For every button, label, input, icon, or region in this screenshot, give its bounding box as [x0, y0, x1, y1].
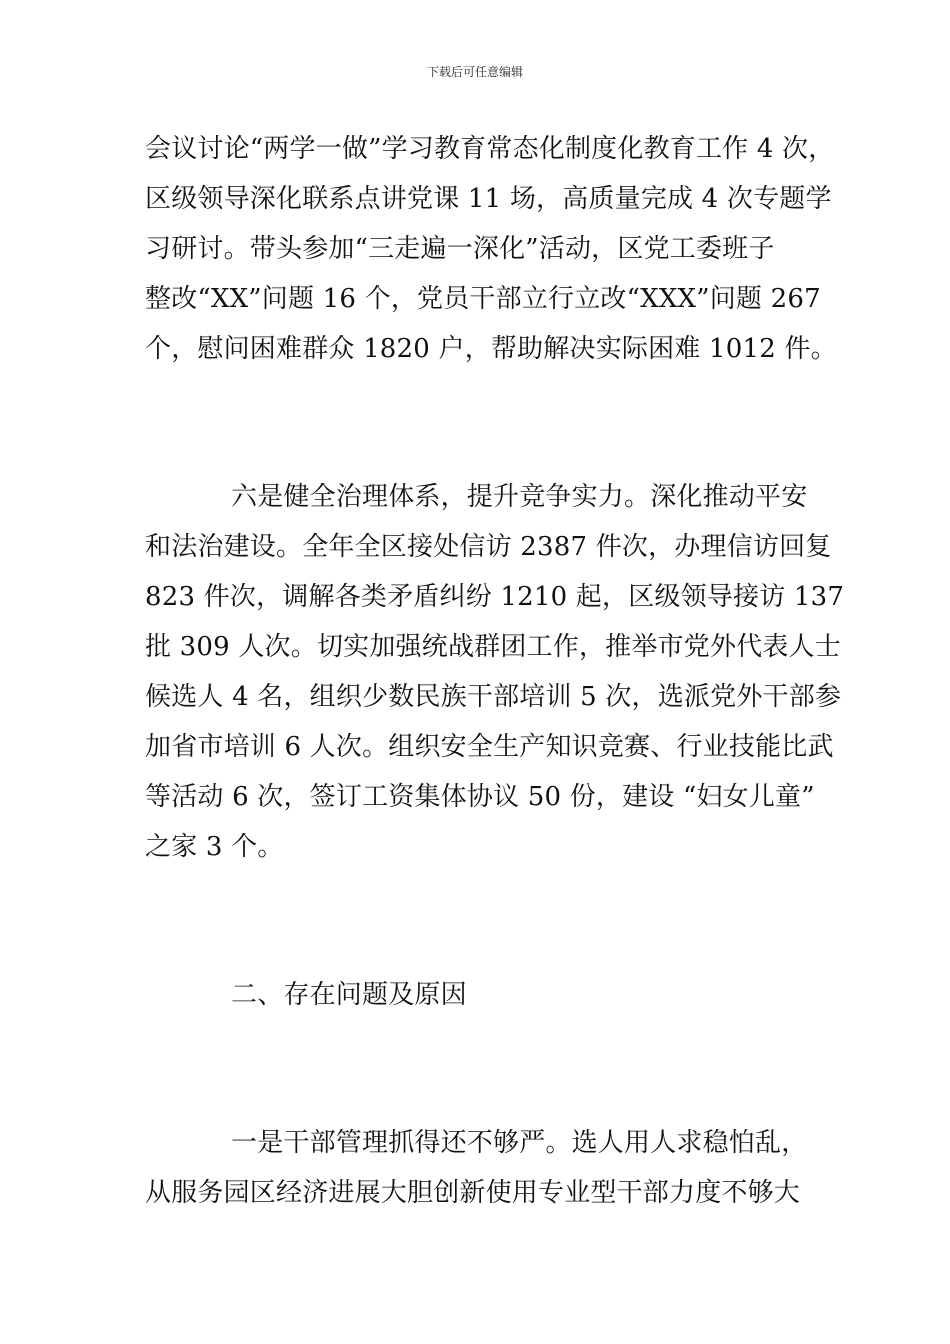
text-line: 等活动 6 次，签订工资集体协议 50 份，建设 “妇女儿童” [145, 782, 815, 812]
text-line: 六是健全治理体系，提升竞争实力。深化推动平安 [231, 482, 808, 512]
text-line: 整改“XX”问题 16 个，党员干部立行立改“XXX”问题 267 [145, 284, 821, 314]
text-line: 个，慰问困难群众 1820 户，帮助解决实际困难 1012 件。 [145, 334, 837, 364]
text-line: 之家 3 个。 [145, 832, 284, 862]
text-line: 从服务园区经济进展大胆创新使用专业型干部力度不够大 [145, 1178, 801, 1208]
text-line: 和法治建设。全年全区接处信访 2387 件次，办理信访回复 [145, 532, 832, 562]
text-line: 一是干部管理抓得还不够严。选人用人求稳怕乱， [231, 1128, 808, 1158]
section-heading: 二、存在问题及原因 [231, 980, 467, 1010]
text-line: 区级领导深化联系点讲党课 11 场，高质量完成 4 次专题学 [145, 184, 832, 214]
text-line: 823 件次，调解各类矛盾纠纷 1210 起，区级领导接访 137 [145, 582, 845, 612]
text-line: 批 309 人次。切实加强统战群团工作，推举市党外代表人士 [145, 632, 841, 662]
download-note: 下载后可任意编辑 [426, 65, 523, 79]
text-line: 候选人 4 名，组织少数民族干部培训 5 次，选派党外干部参 [145, 682, 842, 712]
text-line: 加省市培训 6 人次。组织安全生产知识竞赛、行业技能比武 [145, 732, 834, 762]
text-line: 会议讨论“两学一做”学习教育常态化制度化教育工作 4 次， [145, 134, 835, 164]
text-line: 习研讨。带头参加“三走遍一深化”活动，区党工委班子 [145, 234, 775, 264]
